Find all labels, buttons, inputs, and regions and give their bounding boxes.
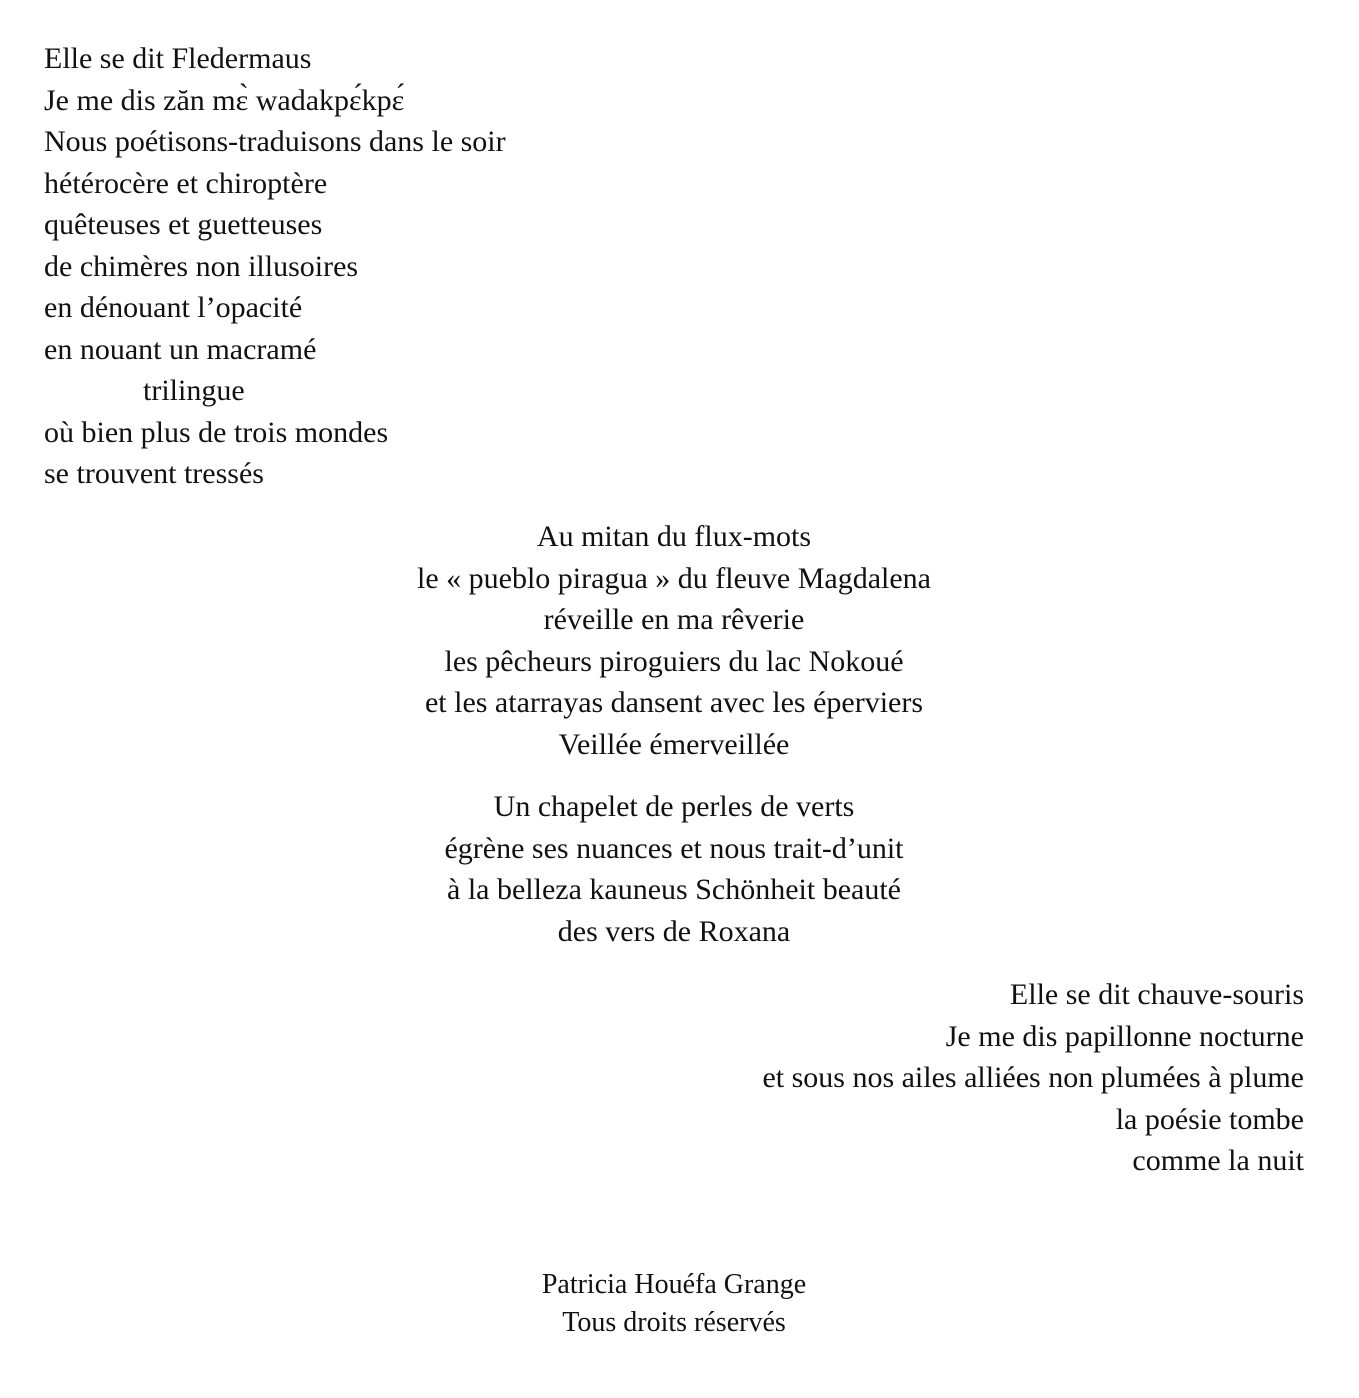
poem-line: des vers de Roxana (557, 914, 791, 948)
poem-line: Elle se dit Fledermaus (44, 42, 312, 75)
author-name: Patricia Houéfa Grange (541, 1269, 807, 1300)
poem-line: égrène ses nuances et nous trait-d’unit (444, 831, 904, 865)
rights-notice: Tous droits réservés (562, 1307, 786, 1338)
poem-line: Au mitan du flux-mots (536, 520, 812, 553)
poem-line: réveille en ma rêverie (543, 603, 805, 636)
poem-line: Je me dis papillonne nocturne (945, 1019, 1304, 1053)
signature (0, 1266, 1348, 1342)
stanza-3 (0, 786, 1348, 952)
poem-line: Veillée émerveillée (558, 727, 790, 761)
poem-line: et les atarrayas dansent avec les éperviers (424, 686, 924, 719)
stanza-2 (0, 516, 1348, 765)
poem-line: à la belleza kauneus Schönheit beauté (447, 873, 901, 906)
poem-line: quêteuses et guetteuses (44, 208, 323, 241)
poem-line: Nous poétisons-traduisons dans le soir (44, 125, 506, 158)
poem-line: en dénouant l’opacité (44, 291, 303, 324)
poem-line: en nouant un macramé (44, 332, 317, 366)
poem-line: Un chapelet de perles de verts (493, 790, 855, 823)
poem-line: comme la nuit (1132, 1144, 1304, 1177)
stanza-1 (44, 38, 506, 495)
poem-line: Je me dis zăn mɛ̀ wadakpɛ́kpɛ́ (44, 83, 405, 117)
poem-line: les pêcheurs piroguiers du lac Nokoué (444, 644, 904, 678)
poem-line: la poésie tombe (1115, 1102, 1304, 1136)
poem-line: le « pueblo piragua » du fleuve Magdalena (417, 561, 931, 595)
poem-line: de chimères non illusoires (44, 249, 359, 283)
poem-line: où bien plus de trois mondes (44, 415, 389, 449)
poem-line-indented: trilingue (143, 374, 245, 407)
poem-line: se trouvent tressés (44, 457, 264, 490)
poem-line: hétérocère et chiroptère (44, 166, 328, 200)
stanza-4 (762, 974, 1304, 1182)
poem-line: Elle se dit chauve-souris (1009, 978, 1304, 1011)
poem-line: et sous nos ailes alliées non plumées à plume (762, 1061, 1304, 1094)
